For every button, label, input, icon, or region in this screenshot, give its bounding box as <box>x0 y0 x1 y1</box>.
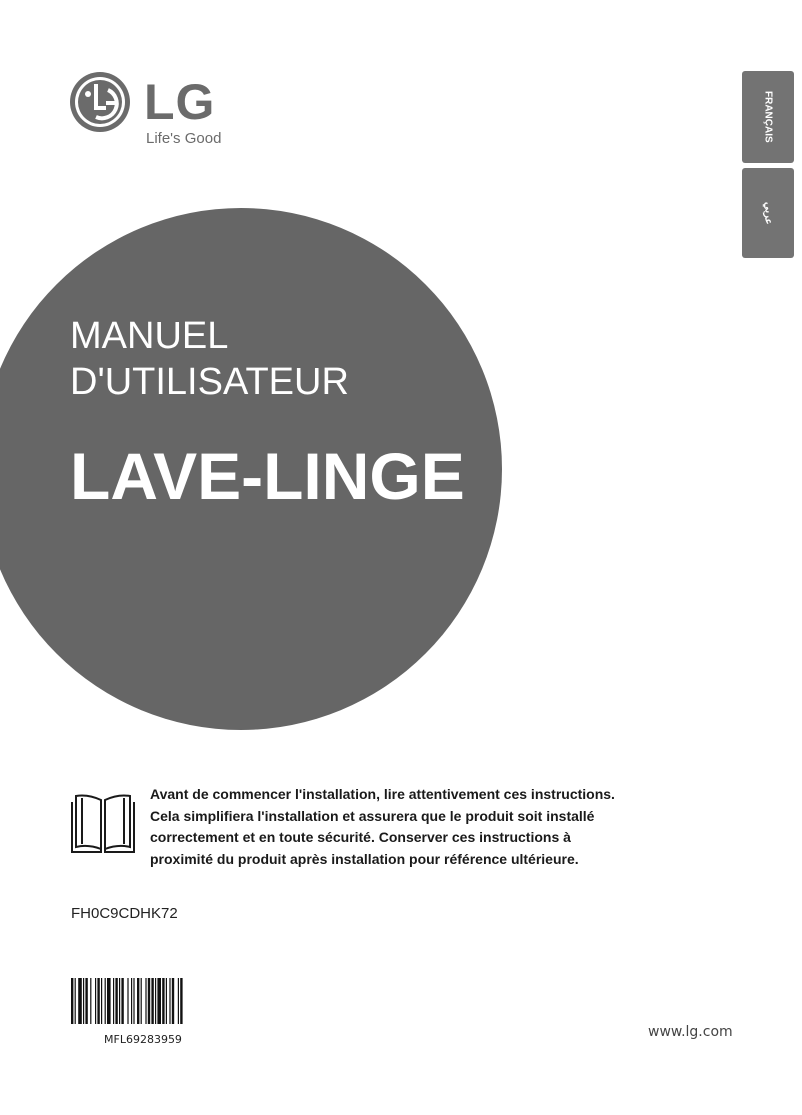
barcode-bar <box>90 978 91 1024</box>
barcode-bar <box>105 978 106 1024</box>
barcode-bar <box>180 978 182 1024</box>
barcode-bar <box>113 978 114 1024</box>
barcode-bar <box>115 978 117 1024</box>
barcode-bar <box>95 978 96 1024</box>
barcode <box>71 978 219 1024</box>
notice-line: proximité du produit après installation pour référence ultérieure. <box>150 850 579 867</box>
barcode-bar <box>141 978 142 1024</box>
lg-wordmark: LG <box>144 74 216 130</box>
barcode-bar <box>178 978 179 1024</box>
manual-title-line-2: D'UTILISATEUR <box>70 361 349 403</box>
barcode-bar <box>107 978 111 1024</box>
barcode-bar <box>127 978 128 1024</box>
language-tab-french[interactable] <box>742 71 794 163</box>
notice-line: Avant de commencer l'installation, lire attentivement ces instructions. <box>150 786 615 802</box>
language-tab-label: عربي <box>762 201 774 225</box>
language-tab-arabic[interactable] <box>742 168 794 258</box>
part-number: MFL69283959 <box>104 1033 182 1046</box>
brand-tagline: Life's Good <box>146 130 222 147</box>
barcode-bar <box>121 978 123 1024</box>
barcode-bar <box>83 978 84 1024</box>
manual-title-line-1: MANUEL <box>70 315 229 357</box>
barcode-bar <box>137 978 139 1024</box>
barcode-bar <box>119 978 120 1024</box>
notice-line: Cela simplifiera l'installation et assurera que le produit soit installé <box>150 807 595 824</box>
barcode-bar <box>172 978 174 1024</box>
barcode-bar <box>148 978 150 1024</box>
barcode-bar <box>101 978 102 1024</box>
lg-logo <box>68 68 268 158</box>
barcode-bar <box>166 978 167 1024</box>
barcode-bar <box>131 978 132 1024</box>
barcode-bar <box>151 978 153 1024</box>
barcode-bar <box>162 978 164 1024</box>
barcode-bar <box>78 978 82 1024</box>
barcode-bar <box>155 978 156 1024</box>
barcode-bar <box>75 978 76 1024</box>
model-number: FH0C9CDHK72 <box>71 905 178 922</box>
installation-notice <box>150 784 670 870</box>
lg-face-icon <box>68 70 132 134</box>
language-tab-label: FRANÇAIS <box>762 91 774 143</box>
open-book-icon <box>70 792 136 854</box>
barcode-bar <box>169 978 170 1024</box>
barcode-bar <box>145 978 146 1024</box>
notice-line: correctement et en toute sécurité. Conserver ces instructions à <box>150 829 571 845</box>
barcode-bar <box>157 978 161 1024</box>
barcode-bar <box>133 978 134 1024</box>
barcode-bar <box>97 978 99 1024</box>
barcode-bar <box>71 978 73 1024</box>
barcode-bar <box>85 978 87 1024</box>
product-name: LAVE-LINGE <box>70 439 465 513</box>
website-url[interactable]: www.lg.com <box>648 1024 733 1040</box>
